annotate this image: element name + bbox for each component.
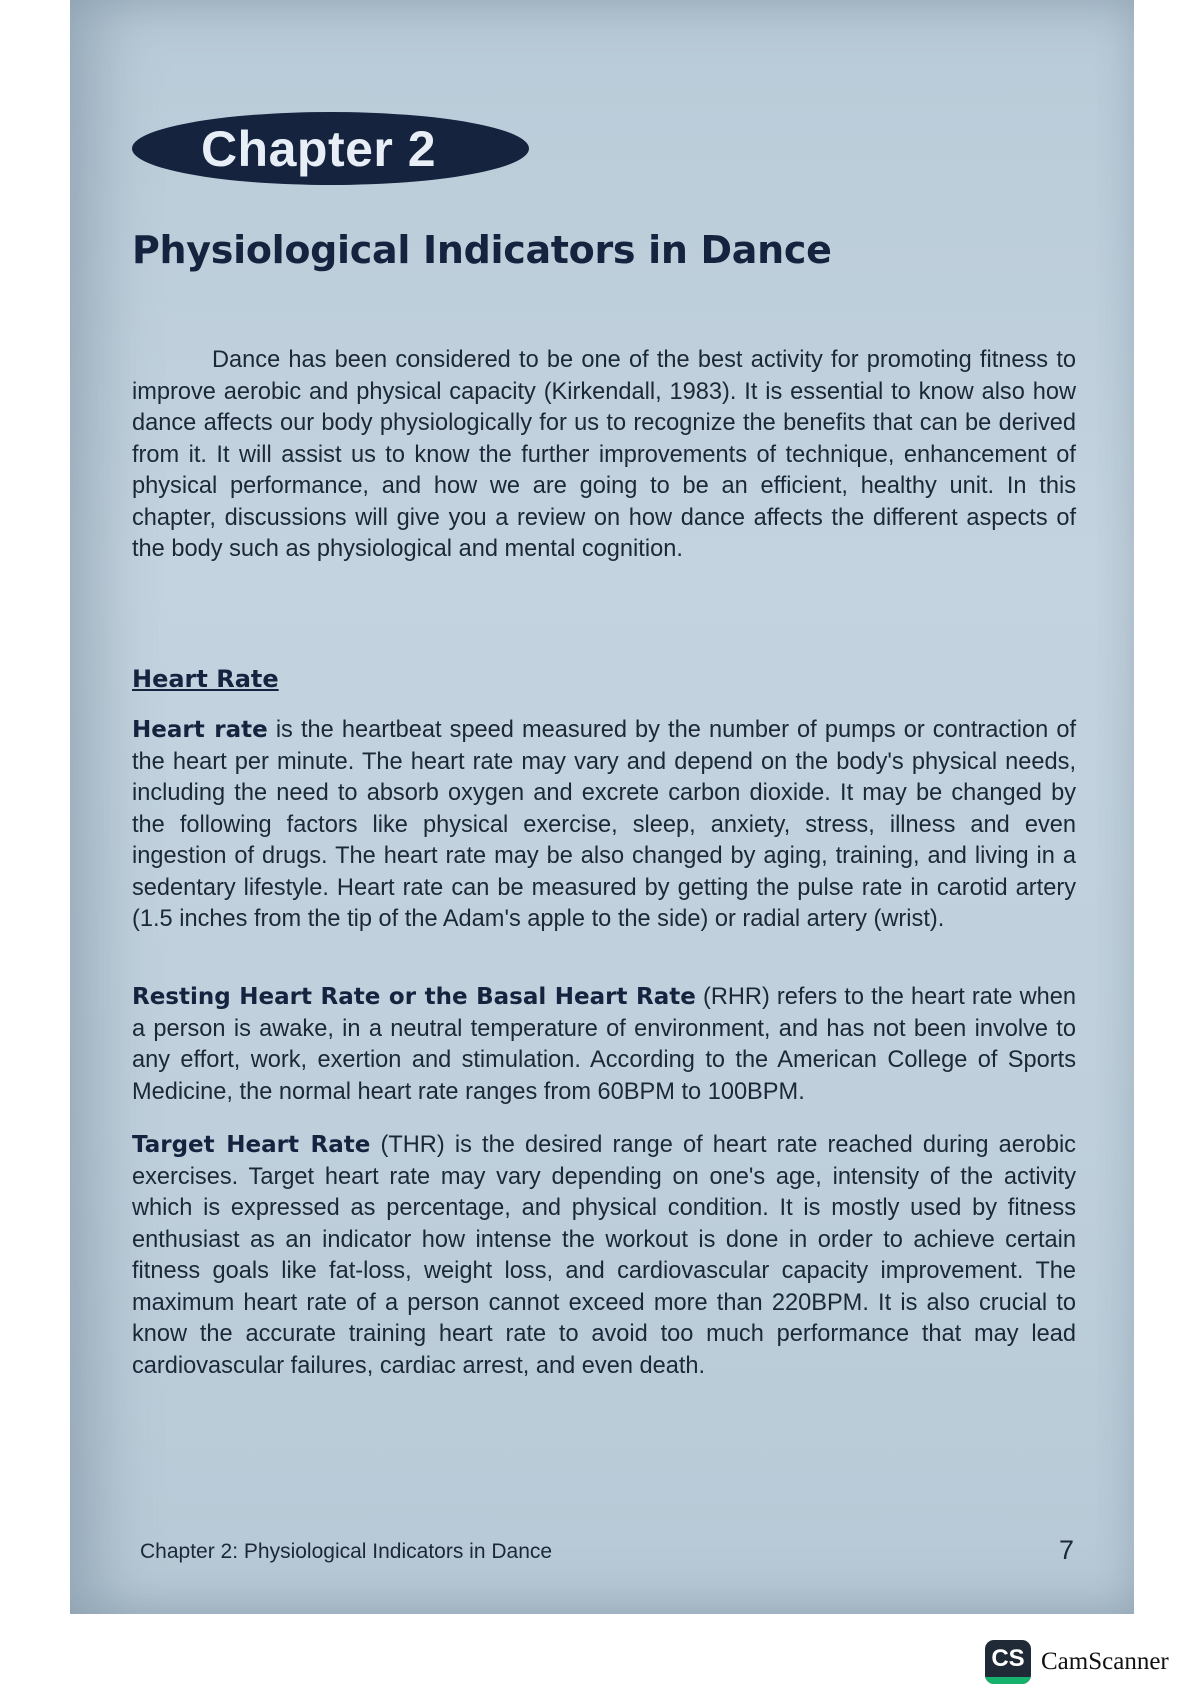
scanned-page: [70, 0, 1134, 1614]
paragraph-resting-heart-rate-text: (RHR) refers to the heart rate when a person is awake, in a neutral temperature of environment, and has not been involve to any effort, work, exertion and stimulation. According to the American College of Sports Medicine, the normal heart rate ranges from 60BPM to 100BPM.: [132, 984, 1076, 1105]
paragraph-target-heart-rate-text: (THR) is the desired range of heart rate reached during aerobic exercises. Target heart rate may vary depending on one's age, intensity of the activity which is expressed as percentage, and physical condition. It is mostly used by fitness enthusiast as an indicator how intense the workout is done in order to achieve certain fitness goals like fat-loss, weight loss, and cardiovascular capacity improvement. The maximum heart rate of a person cannot exceed more than 220BPM. It is also crucial to know the accurate training heart rate to avoid too much performance that may lead cardiovascular failures, cardiac arrest, and even death.: [132, 1132, 1076, 1379]
chapter-title: Physiological Indicators in Dance: [132, 228, 832, 272]
paragraph-target-heart-rate: [132, 1130, 1076, 1382]
chapter-badge: [132, 112, 529, 185]
camscanner-watermark: [985, 1640, 1169, 1684]
camscanner-logo-icon: [985, 1640, 1031, 1684]
term-resting-heart-rate: Resting Heart Rate or the Basal Heart Rate: [132, 984, 696, 1010]
term-target-heart-rate: Target Heart Rate: [132, 1132, 371, 1158]
camscanner-brand: CamScanner: [1041, 1648, 1169, 1675]
footer-chapter-title: Chapter 2: Physiological Indicators in Dance: [140, 1540, 553, 1563]
section-heading-heart-rate: Heart Rate: [132, 665, 279, 693]
paragraph-resting-heart-rate: [132, 982, 1076, 1108]
chapter-badge-label: Chapter 2: [200, 120, 437, 177]
camscanner-logo-text: CS: [991, 1645, 1025, 1672]
paragraph-heart-rate-text: is the heartbeat speed measured by the number of pumps or contraction of the heart per minute. The heart rate may vary and depend on the body's physical needs, including the need to absorb oxygen and excrete carbon dioxide. It may be changed by the following factors like physical exercise, sleep, anxiety, stress, illness and even ingestion of drugs. The heart rate may be also changed by aging, training, and living in a sedentary lifestyle. Heart rate can be measured by getting the pulse rate in carotid artery (1.5 inches from the tip of the Adam's apple to the side) or radial artery (wrist).: [132, 717, 1076, 932]
term-heart-rate: Heart rate: [132, 717, 268, 743]
page-number: 7: [1058, 1535, 1074, 1565]
camscanner-logo-stripe: [985, 1677, 1031, 1684]
paragraph-heart-rate: [132, 715, 1076, 936]
intro-paragraph: Dance has been considered to be one of the best activity for promoting fitness to improve aerobic and physical capacity (Kirkendall, 1983). It is essential to know also how dance affects our body physiologically for us to recognize the benefits that can be derived from it. It will assist us to know the further improvements of technique, enhancement of physical performance, and how we are going to be an efficient, healthy unit. In this chapter, discussions will give you a review on how dance affects the different aspects of the body such as physiological and mental cognition.: [132, 347, 1076, 562]
